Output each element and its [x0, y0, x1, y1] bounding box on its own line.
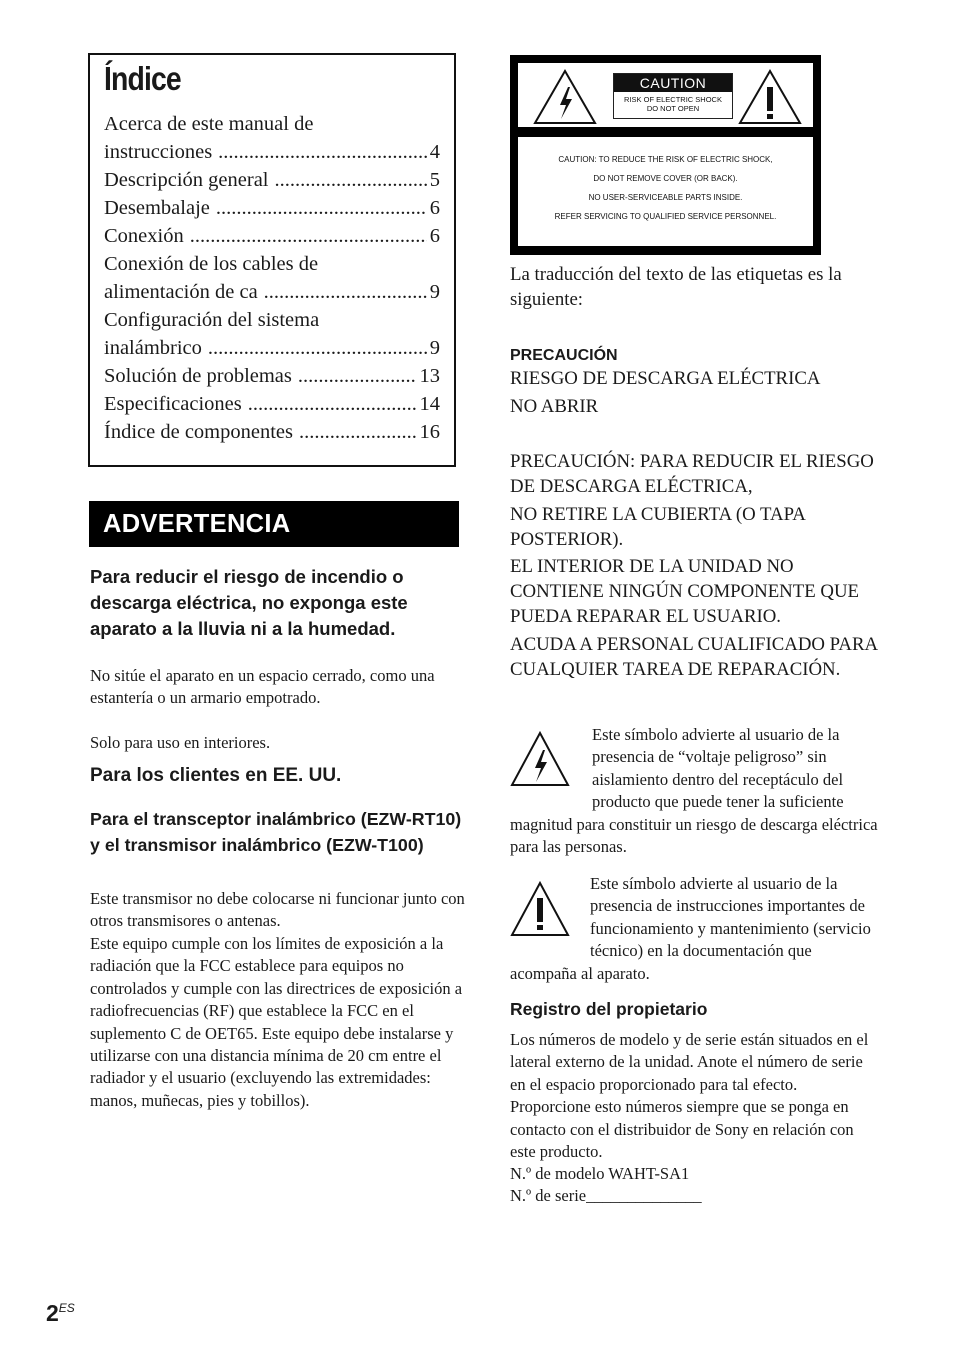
owner-record-text: Los números de modelo y de serie están situados en el lateral externo de la unidad. Anote el número de serie en el espacio proporcionado para tal efecto. Proporcione esto números siempre que se ponga en contacto con el distribuidor de Sony en relación con este producto. [510, 1030, 869, 1162]
toc-entry-page: 14 [419, 393, 440, 415]
caution-label-top [518, 63, 813, 127]
toc-entry-page: 9 [429, 281, 440, 303]
precaution-block: NO RETIRE LA CUBIERTA (O TAPA POSTERIOR). [510, 504, 805, 550]
caution-subtext [614, 95, 732, 113]
precaution-block: ACUDA A PERSONAL CUALIFICADO PARA CUALQUIER TAREA DE REPARACIÓN. [510, 634, 878, 680]
caution-label-image [510, 55, 821, 255]
label-line: NO USER-SERVICEABLE PARTS INSIDE. [588, 193, 743, 202]
toc-entry-page: 5 [429, 169, 440, 191]
precaution-heading: PRECAUCIÓN [510, 347, 618, 364]
exclamation-symbol-text: Este símbolo advierte al usuario de la presencia de instrucciones importantes de funcionamiento y mantenimiento (servicio técnico) en la documentación que acompaña al aparato. [510, 874, 871, 983]
caution-word: CAUTION [614, 74, 732, 92]
label-line: DO NOT REMOVE COVER (OR BACK). [593, 174, 738, 183]
toc-entry-title: alimentación de ca [104, 281, 258, 303]
toc-entry-page: 9 [429, 337, 440, 359]
toc-entry-first-line: Configuración del sistema [104, 309, 320, 331]
precaution-block: PRECAUCIÓN: PARA REDUCIR EL RIESGO DE DESCARGA ELÉCTRICA, [510, 451, 874, 497]
toc-entry [104, 110, 440, 166]
page-language: ES [58, 1301, 75, 1315]
toc-entry-page: 13 [419, 365, 440, 387]
precaution-block: EL INTERIOR DE LA UNIDAD NO CONTIENE NINGÚN COMPONENTE QUE PUEDA REPARAR EL USUARIO. [510, 556, 859, 627]
toc-entry-title: inalámbrico [104, 337, 202, 359]
toc-entry-title: Desembalaje [104, 197, 210, 219]
toc-entry-page: 16 [419, 421, 440, 443]
lightning-symbol-text: Este símbolo advierte al usuario de la presencia de “voltaje peligroso” sin aislamiento dentro del receptáculo del producto que puede tener la suficiente magnitud para constituir un riesgo de descarga eléctrica para las personas. [510, 725, 878, 857]
caution-label-text [518, 137, 813, 246]
toc-entry-title: Especificaciones [104, 393, 242, 415]
page-number [46, 1300, 75, 1327]
toc-entry-row [104, 222, 440, 250]
label-line: CAUTION: TO REDUCE THE RISK OF ELECTRIC SHOCK, [558, 155, 773, 164]
precaution-line: NO ABRIR [510, 396, 599, 417]
toc-entry [104, 362, 440, 390]
owner-record-heading: Registro del propietario [510, 999, 708, 1019]
toc-entry [104, 306, 440, 362]
toc-entry-row [104, 194, 440, 222]
lightning-triangle-icon [535, 71, 595, 123]
indoor-note: Solo para uso en interiores. [90, 733, 271, 752]
toc-entry-title: Solución de problemas [104, 365, 292, 387]
toc-leader-dots [298, 362, 417, 390]
caution-sub-line: RISK OF ELECTRIC SHOCK [624, 95, 722, 104]
toc-entry-title: Índice de componentes [104, 421, 293, 443]
toc-entry-title: instrucciones [104, 141, 213, 163]
toc-entry-page: 6 [429, 197, 440, 219]
toc-entry-first-line: Acerca de este manual de [104, 113, 314, 135]
toc-entry-row [104, 138, 440, 166]
toc-entry [104, 166, 440, 194]
toc-entry [104, 194, 440, 222]
model-number: N.º de modelo WAHT-SA1 [510, 1164, 690, 1183]
exclamation-triangle-icon [740, 71, 800, 123]
toc-entry [104, 390, 440, 418]
serial-number: N.º de serie______________ [510, 1186, 702, 1205]
toc-entry [104, 418, 440, 446]
toc-leader-dots [264, 278, 427, 306]
caution-sub-line: DO NOT OPEN [646, 104, 700, 113]
us-customers-heading: Para los clientes en EE. UU. [90, 765, 342, 786]
toc-title: Índice [104, 60, 181, 97]
transceiver-heading: Para el transceptor inalámbrico (EZW-RT10) y el transmisor inalámbrico (EZW-T100) [90, 809, 462, 855]
translation-intro: La traducción del texto de las etiquetas es la siguiente: [510, 264, 842, 310]
label-line: REFER SERVICING TO QUALIFIED SERVICE PERSONNEL. [554, 212, 777, 221]
toc-list [104, 110, 440, 446]
toc-entry-title: Descripción general [104, 169, 269, 191]
toc-leader-dots [248, 390, 417, 418]
transmitter-note: Este transmisor no debe colocarse ni funcionar junto con otros transmisores o antenas. [90, 889, 465, 931]
toc-entry-row [104, 166, 440, 194]
toc-entry [104, 222, 440, 250]
warning-lead: Para reducir el riesgo de incendio o descarga eléctrica, no exponga este aparato a la lluvia ni a la humedad. [90, 566, 408, 639]
toc-entry-first-line: Conexión de los cables de [104, 253, 319, 275]
toc-entry-page: 6 [429, 225, 440, 247]
warning-heading: ADVERTENCIA [89, 501, 459, 547]
toc-entry-page: 4 [429, 141, 440, 163]
toc-leader-dots [275, 166, 427, 194]
toc-entry-row [104, 362, 440, 390]
toc-leader-dots [216, 194, 427, 222]
toc-entry-title: Conexión [104, 225, 184, 247]
toc-entry-row [104, 278, 440, 306]
fcc-exposure-text: Este equipo cumple con los límites de exposición a la radiación que la FCC establece para equipos no controlados y cumple con las directrices de exposición a radiofrecuencias (RF) que establece la FCC en el suplemento C de OET65. Este equipo debe instalarse y utilizarse con una distancia mínima de 20 cm entre el radiador y el usuario (excluyendo las extremidades: manos, muñecas, pies y tobillos). [90, 934, 463, 1110]
page-number-value: 2 [46, 1300, 59, 1326]
toc-entry-row [104, 334, 440, 362]
toc-entry [104, 250, 440, 306]
toc-leader-dots [208, 334, 427, 362]
precaution-line: RIESGO DE DESCARGA ELÉCTRICA [510, 368, 821, 389]
toc-leader-dots [218, 138, 427, 166]
toc-entry-row [104, 390, 440, 418]
placement-note: No sitúe el aparato en un espacio cerrado, como una estantería o un armario empotrado. [90, 666, 435, 708]
toc-leader-dots [299, 418, 417, 446]
toc-entry-row [104, 418, 440, 446]
caution-box [613, 73, 733, 119]
toc-leader-dots [190, 222, 427, 250]
